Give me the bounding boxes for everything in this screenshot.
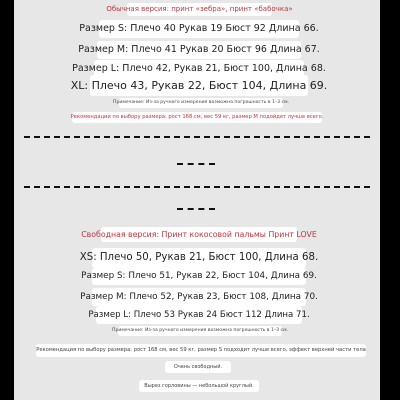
- section2-fit-note: Очень свободный.: [165, 361, 231, 373]
- section1-title: Обычная версия: принт «зебра», принт «бабочка»: [127, 3, 272, 16]
- short-dashed-divider: [177, 163, 215, 165]
- size-row-m: Размер M: Плечо 41 Рукав 20 Бюст 96 Длина 67.: [97, 41, 301, 59]
- dashed-divider: [24, 186, 370, 188]
- size-row-l: Размер L: Плечо 42, Рукав 21, Бюст 100, Длина 68.: [94, 60, 304, 78]
- section1-recommendation: Рекомендации по выбору размера: рост 168 см, вес 59 кг, размер M подойдет лучше всего.: [72, 112, 322, 123]
- section2-note: Примечание: Из-за ручного измерения возможна погрешность в 1–3 см.: [118, 326, 282, 336]
- size-row-s: Размер S: Плечо 40 Рукав 19 Бюст 92 Длина 66.: [99, 20, 299, 38]
- short-dashed-divider: [177, 208, 215, 210]
- section1-note: Примечание: Из-за ручного измерения возможна погрешность в 1–3 см.: [119, 98, 283, 108]
- section2-title: Свободная версия: Принт кокосовой пальмы Принт LOVE: [101, 227, 297, 242]
- section2-neckline-note: Вырез горловины — небольшой круглый.: [139, 380, 259, 392]
- dashed-divider: [24, 136, 370, 138]
- size-chart-panel: [14, 0, 380, 400]
- size-row-xs: XS: Плечо 50, Рукав 21, Бюст 100, Длина 68.: [92, 248, 306, 268]
- size-row-l: Размер L: Плечо 53 Рукав 24 Бюст 112 Длина 71.: [96, 306, 302, 324]
- section2-recommendation: Рекомендация по выбору размера: рост 168 см, вес 59 кг, размер S подходит лучше всего, эффект верхней части тела: [36, 344, 366, 357]
- size-row-s: Размер S: Плечо 51, Рукав 22, Бюст 104, Длина 69.: [92, 268, 306, 285]
- size-row-xl: XL: Плечо 43, Рукав 22, Бюст 104, Длина 69.: [90, 75, 308, 96]
- size-row-m: Размер M: Плечо 52, Рукав 23, Бюст 108, Длина 70.: [92, 288, 306, 306]
